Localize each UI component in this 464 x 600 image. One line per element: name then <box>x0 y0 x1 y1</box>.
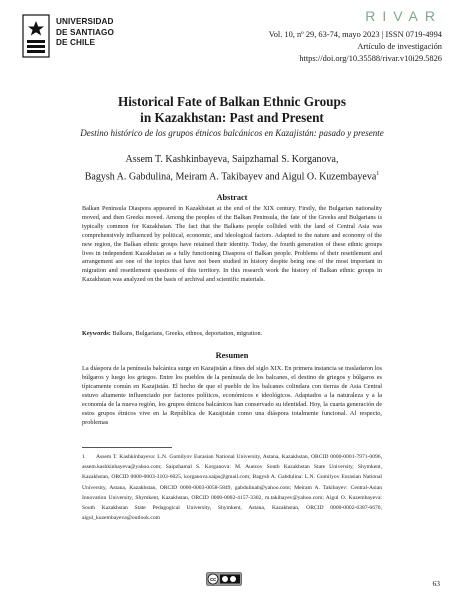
footnote <box>82 452 382 523</box>
article-title-line: Historical Fate of Balkan Ethnic Groups <box>118 94 346 109</box>
resumen-heading: Resumen <box>215 351 249 360</box>
doi-link[interactable]: https://doi.org/10.35588/rivar.v10i29.5826 <box>299 54 442 63</box>
article-subtitle: Destino histórico de los grupos étnicos balcánicos en Kazajistán: pasado y presente <box>80 128 384 138</box>
resumen-text: La diáspora de la península balcánica surge en Kazajistán a fines del siglo XIX. En primera instancia se trasladaron los búlgaros y luego los griegos. Entre los pueblos de la península de los balcanes, el destino de griegos y búlgaros es típicamente común en Kazajistán. El hecho de que el pueblo de los balcanes colindara con tierras de Asia Central estuvo altamente influenciado por factores políticos, económicos e ideológicos. Adaptados a la naturaleza y a la economía de la nueva región, los grupos étnicos balcánicos han conservado su identidad. Hoy, la cuarta generación de estos grupos étnicos vive en la República de Kazajistán como una diáspora totalmente funcional. Al respecto, problemas <box>82 365 382 426</box>
university-name-line: UNIVERSIDAD <box>56 17 114 26</box>
footnote-divider <box>82 447 172 448</box>
footnote-text: Assem T. Kashkinbayeva: L.N. Gumilyov Eurasian National University, Astana, Kazakhstan, ORCID 0000-0001-7971-0096, assem.kashkinbayeva@yahoo.com; Saipzhamal S. Korganova: M. Auezov South Kazakhstan State University, Shymkent, Kazakhstan, ORCID 0000-0003-3103-6025, korganova.saips@gmail.com; Bagysh A. Gabdulina: L.N. Gumilyov Eurasian National University, Astana, Kazakhstan, ORCID 0000-0003-0058-5849, gabdulinab@yahoo.com; Meiram A. Takibayev: Central-Asian Innovation University, Shymkent, Kazakhstan, ORCID 0000-0002-4157-3302, m.takibayev@yahoo.com; Aigul O. Kuzembayeva: South Kazakhstan State Pedagogical University, Shymkent, Astana, Kazakhstan, ORCID 0000-0002-6387-6670, aigul_kuzembayeva@outlook.com <box>82 454 382 522</box>
keywords <box>82 329 382 338</box>
article-type: Artículo de investigación <box>357 42 442 51</box>
university-name-line: DE CHILE <box>56 38 96 47</box>
article-title-line: in Kazakhstan: Past and Present <box>140 110 324 125</box>
keywords-label: Keywords: <box>82 330 111 337</box>
creative-commons-license-icon[interactable] <box>206 572 242 586</box>
license-label: cc <box>209 577 217 584</box>
keywords-text: Balkans, Bulgarians, Greeks, ethnos, deportation, migration. <box>112 330 263 337</box>
university-name-line: DE SANTIAGO <box>56 27 114 37</box>
university-logo-icon <box>22 14 50 58</box>
article-meta <box>269 29 442 65</box>
university-name <box>56 17 114 49</box>
author-line: Assem T. Kashkinbayeva, Saipzhamal S. Korganova, <box>125 154 339 165</box>
article-title <box>40 94 424 126</box>
abstract-heading: Abstract <box>216 193 248 202</box>
page-header <box>0 0 464 80</box>
author-list <box>30 153 434 184</box>
author-line <box>30 167 434 184</box>
footnote-mark[interactable]: 1 <box>376 171 380 177</box>
page-number: 63 <box>432 579 440 588</box>
abstract-text: Balkan Peninsula Diaspora appeared in Kazakhstan at the end of the XIX century. Firstly, the Bulgarian nationality moved, and then Greeks moved. Among the peoples of the Balkan Peninsula, the fate of the Greeks and Bulgarians is typically common for Kazakhstan. The fact that the Balkans people collided with the land of Central Asia was comprehensively influenced by political, economic, and ideological factors. Adapted to the nature and economy of the new region, the Balkan ethnic groups have retained their identity. Today, the fourth generation of these ethnic groups lives in independent Kazakhstan as a fully functioning Diaspora of Balkan people. Problems of their resettlement and arrangement are one of the topics that have not been studied in history despite being one of the most important in migration and resettlement questions of this territory. In this research work the history of Balkan ethnic groups in Kazakhstan was analyzed on the basis of archival and scientific materials. <box>82 205 382 284</box>
journal-name: RIVAR <box>365 8 442 24</box>
footnote-number: 1 <box>82 454 85 460</box>
author-names: Bagysh A. Gabdulina, Meiram A. Takibayev and Aigul O. Kuzembayeva <box>84 171 377 183</box>
volume-issn: Vol. 10, nº 29, 63-74, mayo 2023 | ISSN 0719-4994 <box>268 30 442 39</box>
